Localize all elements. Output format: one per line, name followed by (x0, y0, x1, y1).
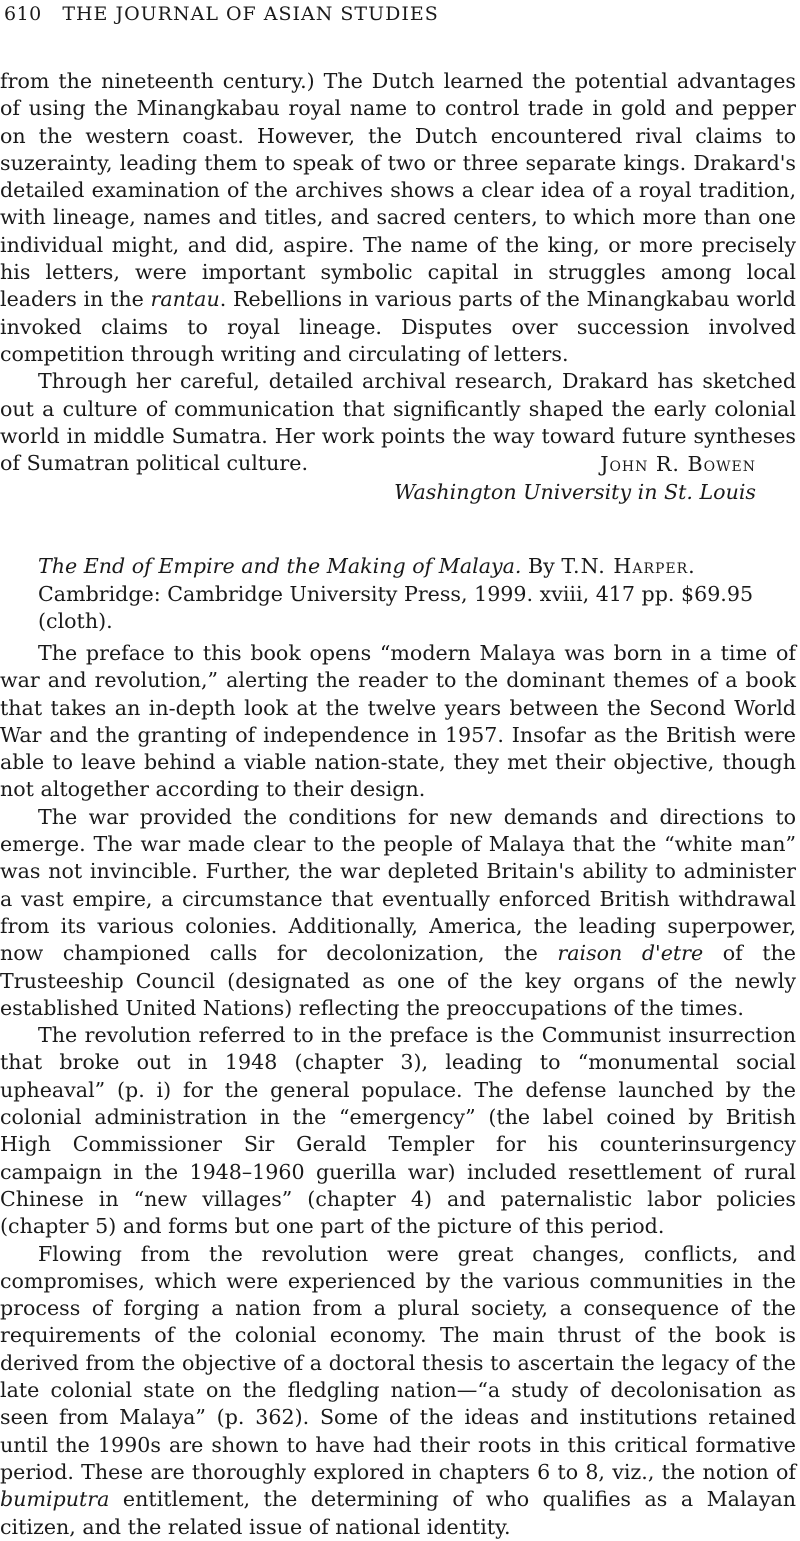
italic-term: raison d'etre (557, 941, 704, 966)
paragraph: from the nineteenth century.) The Dutch learned the potential advantages of using the Minangkabau royal name to control trade in gold and pepper on the western coast. However, the Dutch encountered rival claims to suzerainty, leading them to speak of two or three separate kings. Drakard's detailed examination of the archives shows a clear idea of a royal tradition, with lineage, names and titles, and sacred centers, to which more than one individual might, and did, aspire. The name of the king, or more precisely his letters, were important symbolic capital in struggles among local leaders in the rantau. Rebellions in various parts of the Minangkabau world invoked claims to royal lineage. Disputes over succession involved competition through writing and circulating of letters. (0, 69, 796, 366)
reviewer-signature (394, 451, 756, 506)
page-number: 610 (4, 3, 42, 25)
italic-term: bumiputra (0, 1487, 110, 1512)
paragraph: Through her careful, detailed archival research, Drakard has sketched out a culture of communication that significantly shaped the early colonial world in middle Sumatra. Her work points the way toward future syntheses of Sumatran political culture. (0, 369, 796, 476)
publication-info: . Cambridge: Cambridge University Press, 1999. xviii, 417 pp. $69.95 (cloth). (38, 554, 754, 633)
review-continuation (0, 68, 796, 477)
review-body (0, 640, 796, 1541)
paragraph: Flowing from the revolution were great changes, conflicts, and compromises, which were experienced by the various communities in the process of forging a nation from a plural society, a consequence of the requirements of the colonial economy. The main thrust of the book is derived from the objective of a doctoral thesis to ascertain the legacy of the late colonial state on the fledgling nation—“a study of decolonisation as seen from Malaya” (p. 362). Some of the ideas and institutions retained until the 1990s are shown to have had their roots in this critical formative period. These are thoroughly explored in chapters 6 to 8, viz., the notion of bumiputra entitlement, the determining of who qualifies as a Malayan citizen, and the related issue of national identity. (0, 1241, 796, 1539)
reviewer-name: John R. Bowen (600, 452, 756, 476)
running-head (4, 3, 439, 25)
book-title: The End of Empire and the Making of Malaya. (38, 554, 522, 578)
book-citation: The End of Empire and the Making of Malaya. By T.N. Harper. Cambridge: Cambridge University Press, 1999. xviii, 417 pp. $69.95 (cloth). (38, 554, 754, 633)
paragraph: The preface to this book opens “modern Malaya was born in a time of war and revolution,” alerting the reader to the dominant themes of a book that takes an in-depth look at the twelve years between the Second World War and the granting of independence in 1957. Insofar as the British were able to leave behind a viable nation-state, they met their objective, though not altogether according to their design. (0, 641, 796, 802)
journal-title: THE JOURNAL OF ASIAN STUDIES (62, 3, 439, 25)
paragraph: The revolution referred to in the preface is the Communist insurrection that broke out in 1948 (chapter 3), leading to “monumental social upheaval” (p. i) for the general populace. The defense launched by the colonial administration in the “emergency” (the label coined by British High Commissioner Sir Gerald Templer for his counterinsurgency campaign in the 1948–1960 guerilla war) included resettlement of rural Chinese in “new villages” (chapter 4) and paternalistic labor policies (chapter 5) and forms but one part of the picture of this period. (0, 1023, 796, 1239)
book-author: T.N. Harper (561, 554, 689, 578)
italic-term: rantau (150, 287, 220, 312)
reviewer-affiliation: Washington University in St. Louis (394, 479, 756, 504)
paragraph: The war provided the conditions for new demands and directions to emerge. The war made clear to the people of Malaya that the “white man” was not invincible. Further, the war depleted Britain's ability to administer a vast empire, a circumstance that eventually enforced British withdrawal from its various colonies. Additionally, America, the leading superpower, now championed calls for decolonization, the raison d'etre of the Trusteeship Council (designated as one of the key organs of the newly established United Nations) reflecting the preoccupations of the times. (0, 804, 796, 1020)
